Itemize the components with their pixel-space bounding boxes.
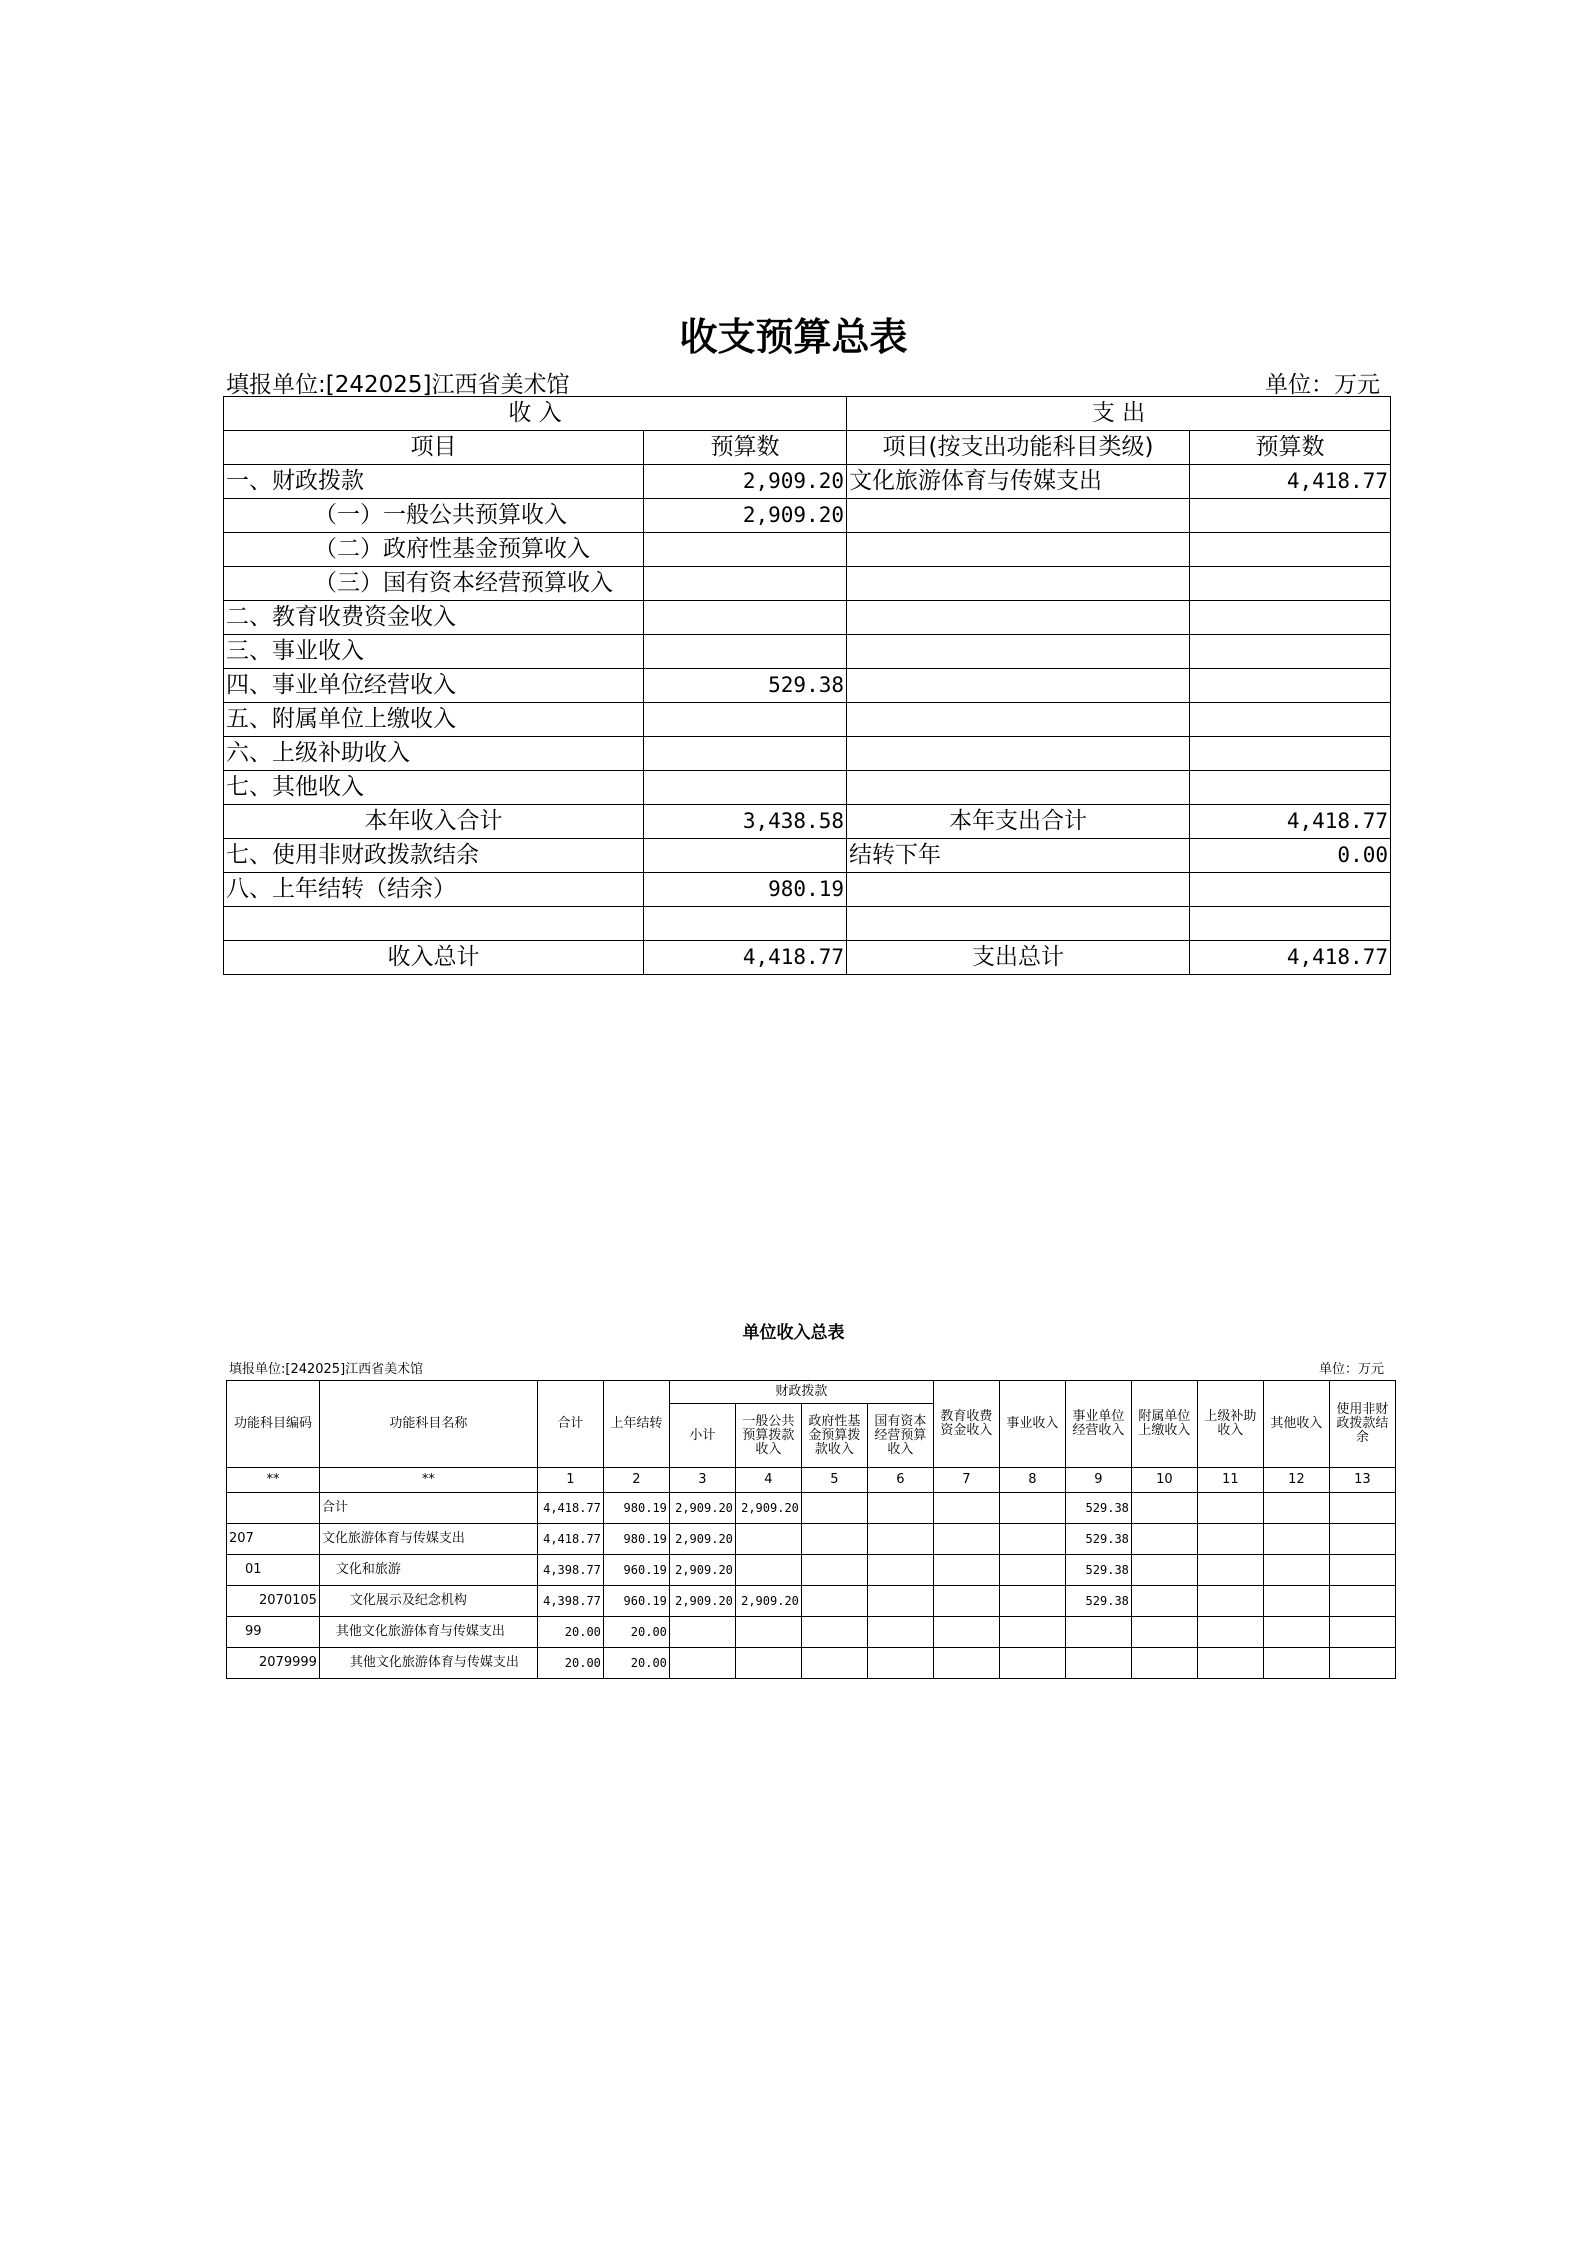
column-number: ** bbox=[319, 1468, 537, 1493]
column-number: ** bbox=[227, 1468, 320, 1493]
function-code: 99 bbox=[227, 1617, 320, 1648]
table1-row bbox=[224, 907, 1391, 941]
table1-currency-unit: 单位：万元 bbox=[1265, 372, 1380, 398]
amount-cell bbox=[1329, 1617, 1395, 1648]
table2-reporting-unit: 填报单位:[242025]江西省美术馆 bbox=[229, 1362, 424, 1377]
amount-cell bbox=[1131, 1586, 1197, 1617]
amount-cell: 20.00 bbox=[537, 1617, 603, 1648]
expense-item bbox=[847, 533, 1190, 567]
table1-row bbox=[224, 669, 1391, 703]
column-number: 11 bbox=[1197, 1468, 1263, 1493]
amount-cell bbox=[1197, 1524, 1263, 1555]
income-item: （一）一般公共预算收入 bbox=[224, 499, 644, 533]
income-amount bbox=[644, 567, 847, 601]
expense-item: 结转下年 bbox=[847, 839, 1190, 873]
unit-income-table bbox=[226, 1380, 1396, 1679]
income-amount bbox=[644, 703, 847, 737]
income-item: 收入总计 bbox=[224, 941, 644, 975]
amount-cell bbox=[1263, 1493, 1329, 1524]
amount-cell: 2,909.20 bbox=[669, 1493, 735, 1524]
h-affiliated: 附属单位上缴收入 bbox=[1131, 1381, 1197, 1468]
amount-cell: 4,418.77 bbox=[537, 1493, 603, 1524]
amount-cell bbox=[1263, 1586, 1329, 1617]
amount-cell: 20.00 bbox=[537, 1648, 603, 1679]
expense-amount bbox=[1190, 873, 1391, 907]
column-number: 12 bbox=[1263, 1468, 1329, 1493]
expense-item: 文化旅游体育与传媒支出 bbox=[847, 465, 1190, 499]
income-amount: 2,909.20 bbox=[644, 499, 847, 533]
table1-title: 收支预算总表 bbox=[679, 314, 908, 359]
table1-row bbox=[224, 703, 1391, 737]
amount-cell bbox=[933, 1555, 999, 1586]
expense-item bbox=[847, 873, 1190, 907]
h-general: 一般公共预算拨款收入 bbox=[735, 1404, 801, 1468]
amount-cell: 4,418.77 bbox=[537, 1524, 603, 1555]
h-superior: 上级补助收入 bbox=[1197, 1381, 1263, 1468]
amount-cell bbox=[1263, 1555, 1329, 1586]
column-number: 9 bbox=[1065, 1468, 1131, 1493]
amount-cell: 960.19 bbox=[603, 1586, 669, 1617]
expense-amount: 0.00 bbox=[1190, 839, 1391, 873]
income-item: 七、其他收入 bbox=[224, 771, 644, 805]
expense-amount: 4,418.77 bbox=[1190, 941, 1391, 975]
income-amount bbox=[644, 533, 847, 567]
amount-cell: 529.38 bbox=[1065, 1555, 1131, 1586]
table2-row bbox=[227, 1586, 1396, 1617]
table1-row bbox=[224, 737, 1391, 771]
amount-cell bbox=[999, 1648, 1065, 1679]
col-item: 项目 bbox=[224, 431, 644, 465]
income-amount bbox=[644, 771, 847, 805]
table1-column-header bbox=[224, 431, 1391, 465]
expense-amount bbox=[1190, 771, 1391, 805]
table1-row bbox=[224, 839, 1391, 873]
expense-item bbox=[847, 703, 1190, 737]
expense-amount bbox=[1190, 907, 1391, 941]
function-code: 2079999 bbox=[227, 1648, 320, 1679]
h-carry: 上年结转 bbox=[603, 1381, 669, 1468]
expense-amount bbox=[1190, 601, 1391, 635]
function-name: 文化展示及纪念机构 bbox=[319, 1586, 537, 1617]
column-number: 4 bbox=[735, 1468, 801, 1493]
amount-cell bbox=[735, 1648, 801, 1679]
income-amount bbox=[644, 635, 847, 669]
amount-cell bbox=[933, 1617, 999, 1648]
amount-cell: 529.38 bbox=[1065, 1493, 1131, 1524]
amount-cell bbox=[1263, 1617, 1329, 1648]
income-amount: 3,438.58 bbox=[644, 805, 847, 839]
expense-item bbox=[847, 737, 1190, 771]
income-amount bbox=[644, 601, 847, 635]
column-number: 6 bbox=[867, 1468, 933, 1493]
table1-row bbox=[224, 635, 1391, 669]
income-item bbox=[224, 907, 644, 941]
amount-cell bbox=[867, 1555, 933, 1586]
function-code: 01 bbox=[227, 1555, 320, 1586]
h-edu: 教育收费资金收入 bbox=[933, 1381, 999, 1468]
amount-cell: 2,909.20 bbox=[669, 1555, 735, 1586]
amount-cell: 2,909.20 bbox=[735, 1493, 801, 1524]
income-item: （二）政府性基金预算收入 bbox=[224, 533, 644, 567]
amount-cell bbox=[669, 1648, 735, 1679]
expense-item bbox=[847, 601, 1190, 635]
income-item: 三、事业收入 bbox=[224, 635, 644, 669]
amount-cell bbox=[1197, 1555, 1263, 1586]
amount-cell bbox=[867, 1586, 933, 1617]
table1-group-header bbox=[224, 397, 1391, 431]
h-subtotal: 小计 bbox=[669, 1404, 735, 1468]
income-item: 二、教育收费资金收入 bbox=[224, 601, 644, 635]
amount-cell bbox=[801, 1617, 867, 1648]
expense-amount bbox=[1190, 703, 1391, 737]
column-number: 10 bbox=[1131, 1468, 1197, 1493]
amount-cell: 980.19 bbox=[603, 1524, 669, 1555]
function-name: 合计 bbox=[319, 1493, 537, 1524]
function-code: 207 bbox=[227, 1524, 320, 1555]
column-number: 1 bbox=[537, 1468, 603, 1493]
amount-cell bbox=[801, 1493, 867, 1524]
amount-cell bbox=[1197, 1617, 1263, 1648]
amount-cell bbox=[1329, 1648, 1395, 1679]
expense-amount bbox=[1190, 533, 1391, 567]
amount-cell: 20.00 bbox=[603, 1648, 669, 1679]
h-nonfiscal: 使用非财政拨款结余 bbox=[1329, 1381, 1395, 1468]
table2-row bbox=[227, 1648, 1396, 1679]
income-amount: 4,418.77 bbox=[644, 941, 847, 975]
amount-cell bbox=[735, 1524, 801, 1555]
expense-amount bbox=[1190, 635, 1391, 669]
income-amount: 529.38 bbox=[644, 669, 847, 703]
amount-cell bbox=[735, 1617, 801, 1648]
amount-cell bbox=[1329, 1555, 1395, 1586]
amount-cell bbox=[1329, 1586, 1395, 1617]
amount-cell bbox=[867, 1493, 933, 1524]
h-total: 合计 bbox=[537, 1381, 603, 1468]
amount-cell bbox=[1131, 1648, 1197, 1679]
table2-title: 单位收入总表 bbox=[742, 1323, 845, 1343]
amount-cell bbox=[1263, 1524, 1329, 1555]
expense-amount: 4,418.77 bbox=[1190, 465, 1391, 499]
amount-cell bbox=[1197, 1648, 1263, 1679]
amount-cell bbox=[1065, 1648, 1131, 1679]
expense-item bbox=[847, 635, 1190, 669]
function-name: 文化旅游体育与传媒支出 bbox=[319, 1524, 537, 1555]
column-number: 13 bbox=[1329, 1468, 1395, 1493]
table1-row bbox=[224, 465, 1391, 499]
column-number: 7 bbox=[933, 1468, 999, 1493]
amount-cell: 2,909.20 bbox=[669, 1586, 735, 1617]
amount-cell bbox=[1065, 1617, 1131, 1648]
table1-row bbox=[224, 499, 1391, 533]
amount-cell bbox=[867, 1617, 933, 1648]
col-exp-item: 项目(按支出功能科目类级) bbox=[847, 431, 1190, 465]
amount-cell bbox=[1131, 1555, 1197, 1586]
amount-cell bbox=[1131, 1493, 1197, 1524]
amount-cell: 4,398.77 bbox=[537, 1555, 603, 1586]
expense-header: 支 出 bbox=[847, 397, 1391, 431]
amount-cell: 2,909.20 bbox=[735, 1586, 801, 1617]
amount-cell: 529.38 bbox=[1065, 1524, 1131, 1555]
function-name: 其他文化旅游体育与传媒支出 bbox=[319, 1648, 537, 1679]
amount-cell bbox=[999, 1524, 1065, 1555]
table1-row bbox=[224, 873, 1391, 907]
h-business: 事业收入 bbox=[999, 1381, 1065, 1468]
h-operating: 事业单位经营收入 bbox=[1065, 1381, 1131, 1468]
column-number: 3 bbox=[669, 1468, 735, 1493]
h-fiscal: 财政拨款 bbox=[669, 1381, 933, 1404]
h-code: 功能科目编码 bbox=[227, 1381, 320, 1468]
expense-amount bbox=[1190, 567, 1391, 601]
table2-row bbox=[227, 1493, 1396, 1524]
amount-cell bbox=[1197, 1493, 1263, 1524]
amount-cell bbox=[1263, 1648, 1329, 1679]
income-amount bbox=[644, 839, 847, 873]
amount-cell bbox=[933, 1524, 999, 1555]
amount-cell bbox=[999, 1617, 1065, 1648]
column-number: 5 bbox=[801, 1468, 867, 1493]
amount-cell bbox=[867, 1524, 933, 1555]
h-fund: 政府性基金预算拨款收入 bbox=[801, 1404, 867, 1468]
function-name: 文化和旅游 bbox=[319, 1555, 537, 1586]
income-header: 收 入 bbox=[224, 397, 847, 431]
table2-currency-unit: 单位：万元 bbox=[1318, 1362, 1384, 1377]
amount-cell bbox=[867, 1648, 933, 1679]
expense-amount bbox=[1190, 499, 1391, 533]
income-item: 一、财政拨款 bbox=[224, 465, 644, 499]
income-amount bbox=[644, 737, 847, 771]
expense-item bbox=[847, 567, 1190, 601]
amount-cell bbox=[933, 1493, 999, 1524]
amount-cell bbox=[801, 1648, 867, 1679]
income-item: 五、附属单位上缴收入 bbox=[224, 703, 644, 737]
amount-cell bbox=[669, 1617, 735, 1648]
expense-amount: 4,418.77 bbox=[1190, 805, 1391, 839]
expense-item: 本年支出合计 bbox=[847, 805, 1190, 839]
amount-cell bbox=[1131, 1617, 1197, 1648]
amount-cell bbox=[1329, 1524, 1395, 1555]
table2-row bbox=[227, 1617, 1396, 1648]
income-item: 八、上年结转（结余） bbox=[224, 873, 644, 907]
amount-cell bbox=[801, 1524, 867, 1555]
income-item: （三）国有资本经营预算收入 bbox=[224, 567, 644, 601]
table1-row bbox=[224, 567, 1391, 601]
table1-reporting-unit: 填报单位:[242025]江西省美术馆 bbox=[226, 372, 570, 398]
income-amount: 980.19 bbox=[644, 873, 847, 907]
table2-row bbox=[227, 1524, 1396, 1555]
amount-cell bbox=[801, 1586, 867, 1617]
amount-cell bbox=[1329, 1493, 1395, 1524]
expense-item bbox=[847, 907, 1190, 941]
income-item: 六、上级补助收入 bbox=[224, 737, 644, 771]
budget-summary-table bbox=[223, 396, 1391, 975]
amount-cell bbox=[999, 1555, 1065, 1586]
amount-cell bbox=[933, 1648, 999, 1679]
h-state: 国有资本经营预算收入 bbox=[867, 1404, 933, 1468]
amount-cell bbox=[999, 1493, 1065, 1524]
income-item: 七、使用非财政拨款结余 bbox=[224, 839, 644, 873]
h-other: 其他收入 bbox=[1263, 1381, 1329, 1468]
amount-cell bbox=[1131, 1524, 1197, 1555]
table1-row bbox=[224, 941, 1391, 975]
income-amount bbox=[644, 907, 847, 941]
table2-row bbox=[227, 1555, 1396, 1586]
amount-cell bbox=[735, 1555, 801, 1586]
function-name: 其他文化旅游体育与传媒支出 bbox=[319, 1617, 537, 1648]
expense-item bbox=[847, 669, 1190, 703]
amount-cell bbox=[801, 1555, 867, 1586]
expense-item bbox=[847, 771, 1190, 805]
income-item: 本年收入合计 bbox=[224, 805, 644, 839]
expense-item: 支出总计 bbox=[847, 941, 1190, 975]
table1-row bbox=[224, 601, 1391, 635]
table1-row bbox=[224, 771, 1391, 805]
expense-amount bbox=[1190, 669, 1391, 703]
table1-row bbox=[224, 533, 1391, 567]
function-code: 2070105 bbox=[227, 1586, 320, 1617]
amount-cell: 960.19 bbox=[603, 1555, 669, 1586]
h-name: 功能科目名称 bbox=[319, 1381, 537, 1468]
function-code bbox=[227, 1493, 320, 1524]
amount-cell bbox=[933, 1586, 999, 1617]
amount-cell: 529.38 bbox=[1065, 1586, 1131, 1617]
expense-item bbox=[847, 499, 1190, 533]
table2-column-numbers bbox=[227, 1468, 1396, 1493]
amount-cell bbox=[1197, 1586, 1263, 1617]
amount-cell: 2,909.20 bbox=[669, 1524, 735, 1555]
amount-cell bbox=[999, 1586, 1065, 1617]
column-number: 2 bbox=[603, 1468, 669, 1493]
column-number: 8 bbox=[999, 1468, 1065, 1493]
col-budget: 预算数 bbox=[644, 431, 847, 465]
amount-cell: 4,398.77 bbox=[537, 1586, 603, 1617]
amount-cell: 980.19 bbox=[603, 1493, 669, 1524]
income-amount: 2,909.20 bbox=[644, 465, 847, 499]
col-exp-budget: 预算数 bbox=[1190, 431, 1391, 465]
amount-cell: 20.00 bbox=[603, 1617, 669, 1648]
income-item: 四、事业单位经营收入 bbox=[224, 669, 644, 703]
table1-row bbox=[224, 805, 1391, 839]
expense-amount bbox=[1190, 737, 1391, 771]
